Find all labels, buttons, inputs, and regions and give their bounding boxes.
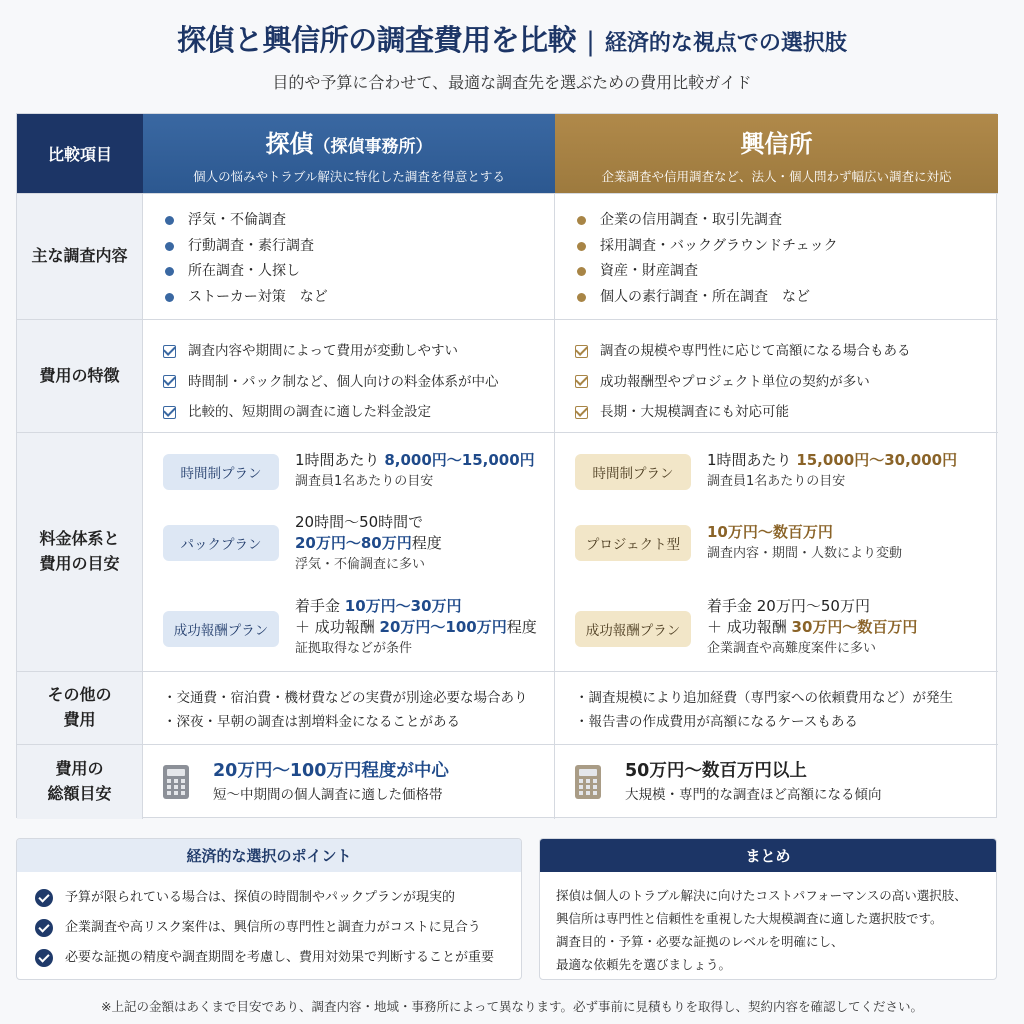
page-subtitle: 目的や予算に合わせて、最適な調査先を選ぶための費用比較ガイド (272, 73, 752, 92)
cell-other-detective (143, 672, 555, 744)
cell-other-agency (555, 672, 998, 744)
page-title (0, 18, 1024, 59)
header-item-label: 比較項目 (17, 114, 143, 193)
list-item: ・報告書の作成費用が高額になるケースもある (575, 714, 858, 730)
check-circle-icon (35, 919, 53, 937)
check-circle-icon (35, 949, 53, 967)
detective-name-sub: （探偵事務所） (313, 137, 433, 157)
list-item: 成功報酬型やプロジェクト単位の契約が多い (575, 367, 998, 398)
list-item: 所在調査・人探し (165, 259, 554, 285)
total-amount-detective: 20万円〜100万円程度が中心 (213, 761, 449, 781)
list-item: 必要な証拠の精度や調査期間を考慮し、費用対効果で判断することが重要 (35, 943, 521, 973)
bullet-dot-icon (165, 242, 174, 251)
list-item: 企業調査や高リスク案件は、興信所の専門性と調査力がコストに見合う (35, 913, 521, 943)
plan-badge: プロジェクト型 (575, 525, 691, 561)
plan-badge: 成功報酬プラン (163, 611, 279, 647)
list-item: 企業の信用調査・取引先調査 (577, 208, 998, 234)
bullet-dot-icon (577, 242, 586, 251)
summary-line: 興信所は専門性と信頼性を重視した大規模調査に適した選択肢です。 (556, 911, 943, 926)
list-item: ストーカー対策 など (165, 285, 554, 311)
calculator-icon (575, 765, 601, 799)
cell-total-detective (143, 745, 555, 819)
checkbox-icon (575, 406, 588, 419)
row-total (17, 744, 998, 819)
row-content (17, 193, 998, 319)
detective-name-line (143, 124, 555, 159)
list-item: ・深夜・早朝の調査は割増料金になることがある (163, 714, 460, 730)
list-item: 比較的、短期間の調査に適した料金設定 (163, 397, 554, 428)
checkbox-icon (575, 345, 588, 358)
bullet-dot-icon (577, 267, 586, 276)
title-sub: 経済的な視点での選択肢 (604, 31, 847, 56)
bullet-dot-icon (577, 293, 586, 302)
checkbox-icon (163, 375, 176, 388)
plan-badge: 時間制プラン (163, 454, 279, 490)
list-item: 予算が限られている場合は、探偵の時間制やパックプランが現実的 (35, 883, 521, 913)
row-label-total: 費用の 総額目安 (17, 745, 143, 819)
row-pricing (17, 432, 998, 671)
header-agency (555, 114, 998, 193)
footnote: ※上記の金額はあくまで目安であり、調査内容・地域・事務所によって異なります。必ず事前に見積もりを取得し、契約内容を確認してください。 (101, 999, 923, 1014)
plan-badge: パックプラン (163, 525, 279, 561)
total-amount-agency: 50万円〜数百万円以上 (625, 761, 807, 781)
cell-features-agency (555, 320, 998, 432)
detective-desc: 個人の悩みやトラブル解決に特化した調査を得意とする (193, 169, 505, 184)
bullet-dot-icon (165, 267, 174, 276)
checkbox-icon (575, 375, 588, 388)
points-title: 経済的な選択のポイント (17, 839, 521, 872)
comparison-table (16, 113, 997, 818)
row-label-features: 費用の特徴 (17, 320, 143, 432)
row-label-content: 主な調査内容 (17, 194, 143, 319)
points-box (16, 838, 522, 980)
agency-name: 興信所 (740, 130, 813, 158)
list-item: 時間制・パック制など、個人向けの料金体系が中心 (163, 367, 554, 398)
list-item: 調査の規模や専門性に応じて高額になる場合もある (575, 336, 998, 367)
cell-features-detective (143, 320, 555, 432)
checkbox-icon (163, 345, 176, 358)
agency-desc: 企業調査や信用調査など、法人・個人問わず幅広い調査に対応 (601, 169, 952, 184)
list-item: 資産・財産調査 (577, 259, 998, 285)
bullet-dot-icon (577, 216, 586, 225)
checkbox-icon (163, 406, 176, 419)
title-separator: | (586, 27, 595, 57)
check-circle-icon (35, 889, 53, 907)
row-label-other: その他の 費用 (17, 672, 143, 744)
plan-badge: 時間制プラン (575, 454, 691, 490)
list-item: 採用調査・バックグラウンドチェック (577, 234, 998, 260)
header-detective (143, 114, 555, 193)
cell-pricing-detective: 時間制プラン 1時間あたり 8,000円〜15,000円 調査員1名あたりの目安 パックプラン 20時間〜50時間で 20万円〜80万円程度 浮気・不倫調査に多い 成功報酬プラン 着手金 10万円〜30万円 ＋ 成功報酬 20万円〜100万円程度 証拠取得などが条件 (143, 433, 555, 671)
summary-box (539, 838, 997, 980)
cell-content-agency (555, 194, 998, 319)
detective-name: 探偵 (265, 130, 314, 158)
list-item: 長期・大規模調査にも対応可能 (575, 397, 998, 428)
list-item: 調査内容や期間によって費用が変動しやすい (163, 336, 554, 367)
title-main: 探偵と興信所の調査費用を比較 (177, 23, 577, 57)
list-item: 浮気・不倫調査 (165, 208, 554, 234)
total-note-agency: 大規模・専門的な調査ほど高額になる傾向 (625, 787, 882, 803)
bullet-dot-icon (165, 293, 174, 302)
total-note-detective: 短〜中期間の個人調査に適した価格帯 (213, 787, 443, 803)
list-item: 行動調査・素行調査 (165, 234, 554, 260)
list-item: ・調査規模により追加経費（専門家への依頼費用など）が発生 (575, 690, 953, 706)
list-item: ・交通費・宿泊費・機材費などの実費が別途必要な場合あり (163, 690, 528, 706)
row-features (17, 319, 998, 432)
summary-line: 調査目的・予算・必要な証拠のレベルを明確にし、 (556, 934, 844, 949)
list-item: 個人の素行調査・所在調査 など (577, 285, 998, 311)
row-other (17, 671, 998, 744)
row-label-pricing: 料金体系と 費用の目安 (17, 433, 143, 671)
calculator-icon (163, 765, 189, 799)
cell-pricing-agency: 時間制プラン 1時間あたり 15,000円〜30,000円 調査員1名あたりの目安 プロジェクト型 10万円〜数百万円 調査内容・期間・人数により変動 成功報酬プラン 着手金 20万円〜50万円 ＋ 成功報酬 30万円〜数百万円 企業調査や高難度案件に多い (555, 433, 998, 671)
cell-content-detective (143, 194, 555, 319)
summary-line: 最適な依頼先を選びましょう。 (556, 957, 732, 972)
bullet-dot-icon (165, 216, 174, 225)
cell-total-agency (555, 745, 998, 819)
summary-line: 探偵は個人のトラブル解決に向けたコストパフォーマンスの高い選択肢、 (556, 888, 967, 903)
plan-badge: 成功報酬プラン (575, 611, 691, 647)
summary-title: まとめ (540, 839, 996, 872)
